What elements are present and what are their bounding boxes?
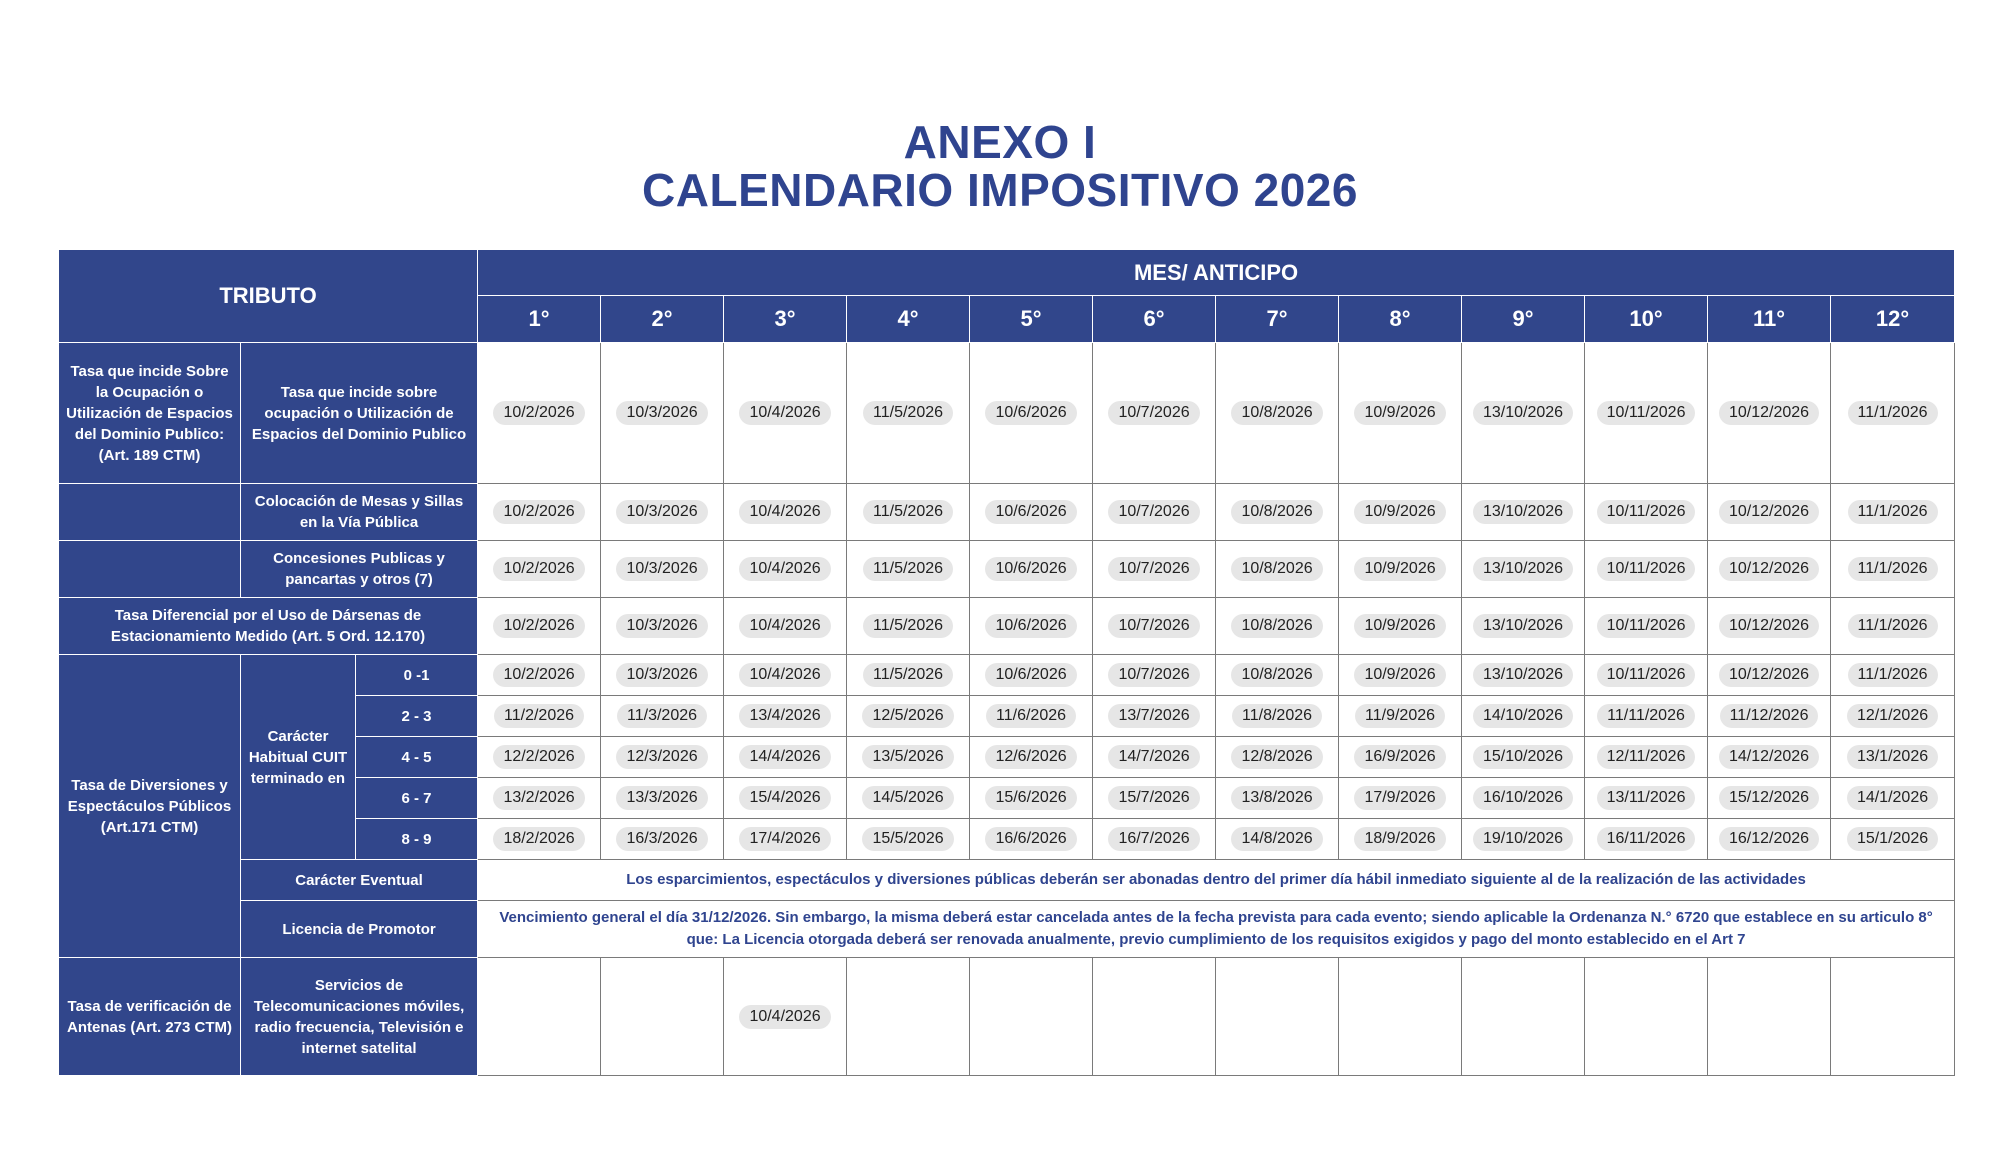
date-cell <box>1708 541 1831 598</box>
due-date: 10/6/2026 <box>985 401 1076 425</box>
page-title <box>0 118 2000 214</box>
date-cell <box>847 655 970 696</box>
table-row <box>59 598 1955 655</box>
due-date: 11/5/2026 <box>863 614 953 638</box>
due-date: 10/2/2026 <box>493 401 584 425</box>
due-date: 14/8/2026 <box>1231 827 1322 851</box>
group-label-empty <box>59 484 241 541</box>
date-cell <box>1708 655 1831 696</box>
habitual-label: Carácter Habitual CUIT terminado en <box>241 655 356 860</box>
month-header: 1° <box>478 296 601 343</box>
title-line-2: CALENDARIO IMPOSITIVO 2026 <box>642 164 1358 216</box>
date-cell <box>601 655 724 696</box>
date-cell <box>1216 598 1339 655</box>
due-date: 10/7/2026 <box>1108 557 1199 581</box>
due-date: 10/3/2026 <box>616 614 707 638</box>
due-date: 14/12/2026 <box>1719 745 1819 769</box>
date-cell <box>1831 696 1955 737</box>
table-row <box>59 484 1955 541</box>
due-date: 10/4/2026 <box>739 614 830 638</box>
date-cell <box>724 696 847 737</box>
due-date: 16/9/2026 <box>1354 745 1445 769</box>
due-date: 12/5/2026 <box>862 704 953 728</box>
due-date: 10/12/2026 <box>1719 663 1819 687</box>
due-date: 10/3/2026 <box>616 557 707 581</box>
month-header: 12° <box>1831 296 1955 343</box>
due-date: 10/3/2026 <box>616 500 707 524</box>
date-cell <box>601 958 724 1076</box>
date-cell <box>847 778 970 819</box>
date-cell <box>1462 696 1585 737</box>
date-cell <box>1708 598 1831 655</box>
due-date: 13/1/2026 <box>1847 745 1938 769</box>
date-cell <box>1708 343 1831 484</box>
date-cell <box>478 819 601 860</box>
due-date: 15/7/2026 <box>1108 786 1199 810</box>
date-cell <box>724 655 847 696</box>
due-date: 10/12/2026 <box>1719 614 1819 638</box>
date-cell <box>1462 819 1585 860</box>
month-header: 5° <box>970 296 1093 343</box>
due-date: 10/9/2026 <box>1354 401 1445 425</box>
due-date: 12/6/2026 <box>985 745 1076 769</box>
date-cell <box>1708 958 1831 1076</box>
due-date: 10/11/2026 <box>1597 614 1696 638</box>
due-date: 16/12/2026 <box>1719 827 1819 851</box>
date-cell <box>1462 541 1585 598</box>
date-cell <box>1216 343 1339 484</box>
date-cell <box>1462 655 1585 696</box>
ocupacion-group-label: Tasa que incide Sobre la Ocupación o Utilización de Espacios del Dominio Publico: (Art. 189 CTM) <box>59 343 241 484</box>
date-cell <box>601 343 724 484</box>
due-date: 15/1/2026 <box>1847 827 1938 851</box>
due-date: 10/11/2026 <box>1597 401 1696 425</box>
table-row <box>59 860 1955 901</box>
date-cell <box>478 541 601 598</box>
date-cell <box>1831 655 1955 696</box>
date-cell <box>601 737 724 778</box>
date-cell <box>970 696 1093 737</box>
due-date: 13/10/2026 <box>1473 557 1573 581</box>
due-date: 10/9/2026 <box>1354 663 1445 687</box>
due-date: 10/8/2026 <box>1231 401 1322 425</box>
title-line-1: ANEXO I <box>903 116 1097 168</box>
due-date: 15/6/2026 <box>985 786 1076 810</box>
date-cell <box>1339 541 1462 598</box>
date-cell <box>1216 958 1339 1076</box>
due-date: 13/10/2026 <box>1473 663 1573 687</box>
due-date: 16/7/2026 <box>1108 827 1199 851</box>
date-cell <box>1831 541 1955 598</box>
date-cell <box>1093 819 1216 860</box>
promotor-label: Licencia de Promotor <box>241 901 478 958</box>
date-cell <box>847 958 970 1076</box>
date-cell <box>478 655 601 696</box>
date-cell <box>1585 958 1708 1076</box>
date-cell <box>970 541 1093 598</box>
table-body <box>59 343 1955 1076</box>
date-cell <box>1093 541 1216 598</box>
cuit-range: 4 - 5 <box>356 737 478 778</box>
mes-anticipo-header: MES/ ANTICIPO <box>478 250 1955 296</box>
due-date: 11/6/2026 <box>986 704 1076 728</box>
month-header: 7° <box>1216 296 1339 343</box>
promotor-note: Vencimiento general el día 31/12/2026. Sin embargo, la misma deberá estar cancelada antes de la fecha prevista para cada evento; siendo aplicable la Ordenanza N.° 6720 que establece en su articulo 8° que: La Licencia otorgada deberá ser renovada anualmente, previo cumplimiento de los requisitos exigidos y pago del monto establecido en el Art 7 <box>478 901 1955 958</box>
date-cell <box>1831 819 1955 860</box>
date-cell <box>724 778 847 819</box>
due-date: 10/3/2026 <box>616 401 707 425</box>
due-date: 11/1/2026 <box>1848 614 1938 638</box>
due-date: 10/2/2026 <box>493 614 584 638</box>
due-date: 13/10/2026 <box>1473 401 1573 425</box>
date-cell <box>1585 655 1708 696</box>
date-cell <box>1093 737 1216 778</box>
date-cell <box>847 484 970 541</box>
date-cell <box>970 343 1093 484</box>
date-cell <box>1708 778 1831 819</box>
date-cell <box>1708 696 1831 737</box>
due-date: 11/1/2026 <box>1848 401 1938 425</box>
darsenas-label: Tasa Diferencial por el Uso de Dársenas de Estacionamiento Medido (Art. 5 Ord. 12.170) <box>59 598 478 655</box>
due-date: 10/7/2026 <box>1108 500 1199 524</box>
due-date: 17/4/2026 <box>739 827 830 851</box>
date-cell <box>601 484 724 541</box>
due-date: 11/5/2026 <box>863 557 953 581</box>
date-cell <box>724 737 847 778</box>
date-cell <box>1708 484 1831 541</box>
due-date: 10/8/2026 <box>1231 663 1322 687</box>
date-cell <box>1831 343 1955 484</box>
due-date: 11/3/2026 <box>617 704 707 728</box>
due-date: 13/10/2026 <box>1473 500 1573 524</box>
due-date: 12/11/2026 <box>1597 745 1696 769</box>
date-cell <box>970 598 1093 655</box>
due-date: 10/8/2026 <box>1231 614 1322 638</box>
eventual-note: Los esparcimientos, espectáculos y diversiones públicas deberán ser abonadas dentro del primer día hábil inmediato siguiente al de la realización de las actividades <box>478 860 1955 901</box>
due-date: 14/5/2026 <box>862 786 953 810</box>
date-cell <box>1462 737 1585 778</box>
month-header: 9° <box>1462 296 1585 343</box>
date-cell <box>1216 737 1339 778</box>
due-date: 11/5/2026 <box>863 500 953 524</box>
date-cell <box>1708 819 1831 860</box>
diversiones-group-label: Tasa de Diversiones y Espectáculos Públicos (Art.171 CTM) <box>59 655 241 958</box>
date-cell <box>724 819 847 860</box>
due-date: 10/8/2026 <box>1231 500 1322 524</box>
date-cell <box>1831 737 1955 778</box>
due-date: 10/8/2026 <box>1231 557 1322 581</box>
cuit-range: 8 - 9 <box>356 819 478 860</box>
date-cell <box>1339 598 1462 655</box>
date-cell <box>970 819 1093 860</box>
due-date: 12/3/2026 <box>616 745 707 769</box>
date-cell <box>1462 343 1585 484</box>
due-date: 16/11/2026 <box>1597 827 1696 851</box>
due-date: 10/6/2026 <box>985 500 1076 524</box>
month-header: 11° <box>1708 296 1831 343</box>
date-cell <box>724 598 847 655</box>
due-date: 15/5/2026 <box>862 827 953 851</box>
due-date: 13/8/2026 <box>1231 786 1322 810</box>
due-date: 10/7/2026 <box>1108 401 1199 425</box>
due-date: 10/6/2026 <box>985 663 1076 687</box>
date-cell <box>1462 958 1585 1076</box>
due-date: 16/6/2026 <box>985 827 1076 851</box>
date-cell <box>970 737 1093 778</box>
cuit-range: 6 - 7 <box>356 778 478 819</box>
due-date: 10/11/2026 <box>1597 500 1696 524</box>
date-cell <box>601 778 724 819</box>
due-date: 12/8/2026 <box>1231 745 1322 769</box>
date-cell <box>1093 484 1216 541</box>
date-cell <box>1339 778 1462 819</box>
due-date: 15/12/2026 <box>1719 786 1819 810</box>
due-date: 10/6/2026 <box>985 557 1076 581</box>
due-date: 10/2/2026 <box>493 557 584 581</box>
date-cell <box>478 737 601 778</box>
due-date: 10/4/2026 <box>739 1005 830 1029</box>
date-cell <box>1708 737 1831 778</box>
due-date: 10/9/2026 <box>1354 557 1445 581</box>
date-cell <box>1585 598 1708 655</box>
date-cell <box>1585 819 1708 860</box>
due-date: 11/11/2026 <box>1597 704 1695 728</box>
due-date: 18/2/2026 <box>493 827 584 851</box>
eventual-label: Carácter Eventual <box>241 860 478 901</box>
table-row <box>59 343 1955 484</box>
table-row <box>59 655 1955 696</box>
due-date: 12/2/2026 <box>493 745 584 769</box>
antenas-label: Servicios de Telecomunicaciones móviles, radio frecuencia, Televisión e internet satelital <box>241 958 478 1076</box>
due-date: 14/1/2026 <box>1847 786 1938 810</box>
month-header: 4° <box>847 296 970 343</box>
date-cell <box>1216 696 1339 737</box>
date-cell <box>1216 778 1339 819</box>
date-cell <box>1339 696 1462 737</box>
due-date: 10/11/2026 <box>1597 663 1696 687</box>
date-cell <box>601 541 724 598</box>
due-date: 10/9/2026 <box>1354 614 1445 638</box>
date-cell <box>1831 598 1955 655</box>
date-cell <box>1462 598 1585 655</box>
due-date: 10/4/2026 <box>739 663 830 687</box>
due-date: 16/10/2026 <box>1473 786 1573 810</box>
due-date: 15/4/2026 <box>739 786 830 810</box>
row-label: Concesiones Publicas y pancartas y otros (7) <box>241 541 478 598</box>
date-cell <box>1093 696 1216 737</box>
due-date: 11/5/2026 <box>863 401 953 425</box>
due-date: 13/7/2026 <box>1108 704 1199 728</box>
table-row <box>59 541 1955 598</box>
date-cell <box>1093 958 1216 1076</box>
due-date: 10/3/2026 <box>616 663 707 687</box>
date-cell <box>724 541 847 598</box>
due-date: 10/7/2026 <box>1108 614 1199 638</box>
date-cell <box>601 819 724 860</box>
month-header: 2° <box>601 296 724 343</box>
due-date: 10/4/2026 <box>739 401 830 425</box>
date-cell <box>1339 819 1462 860</box>
date-cell <box>601 696 724 737</box>
month-header: 10° <box>1585 296 1708 343</box>
due-date: 13/10/2026 <box>1473 614 1573 638</box>
date-cell <box>724 958 847 1076</box>
date-cell <box>1093 655 1216 696</box>
due-date: 16/3/2026 <box>616 827 707 851</box>
date-cell <box>1339 343 1462 484</box>
date-cell <box>1093 343 1216 484</box>
due-date: 11/9/2026 <box>1355 704 1445 728</box>
cuit-range: 0 -1 <box>356 655 478 696</box>
due-date: 10/4/2026 <box>739 557 830 581</box>
table-row <box>59 901 1955 958</box>
date-cell <box>970 778 1093 819</box>
due-date: 12/1/2026 <box>1847 704 1938 728</box>
date-cell <box>1585 541 1708 598</box>
due-date: 19/10/2026 <box>1473 827 1573 851</box>
date-cell <box>1585 778 1708 819</box>
date-cell <box>1339 737 1462 778</box>
due-date: 14/10/2026 <box>1473 704 1573 728</box>
due-date: 13/5/2026 <box>862 745 953 769</box>
row-label: Tasa que incide sobre ocupación o Utilización de Espacios del Dominio Publico <box>241 343 478 484</box>
date-cell <box>1831 484 1955 541</box>
due-date: 11/1/2026 <box>1848 500 1938 524</box>
date-cell <box>1093 598 1216 655</box>
date-cell <box>1585 737 1708 778</box>
date-cell <box>1585 484 1708 541</box>
date-cell <box>847 696 970 737</box>
due-date: 11/8/2026 <box>1232 704 1322 728</box>
due-date: 11/1/2026 <box>1848 557 1938 581</box>
date-cell <box>1339 655 1462 696</box>
due-date: 17/9/2026 <box>1354 786 1445 810</box>
date-cell <box>1462 778 1585 819</box>
month-header: 8° <box>1339 296 1462 343</box>
date-cell <box>478 958 601 1076</box>
due-date: 10/12/2026 <box>1719 557 1819 581</box>
date-cell <box>970 958 1093 1076</box>
date-cell <box>1339 958 1462 1076</box>
date-cell <box>847 819 970 860</box>
date-cell <box>478 484 601 541</box>
date-cell <box>724 343 847 484</box>
cuit-range: 2 - 3 <box>356 696 478 737</box>
due-date: 15/10/2026 <box>1473 745 1573 769</box>
due-date: 11/5/2026 <box>863 663 953 687</box>
due-date: 11/2/2026 <box>494 704 584 728</box>
date-cell <box>1831 778 1955 819</box>
date-cell <box>970 484 1093 541</box>
due-date: 13/4/2026 <box>739 704 830 728</box>
due-date: 18/9/2026 <box>1354 827 1445 851</box>
table-row <box>59 958 1955 1076</box>
due-date: 13/11/2026 <box>1597 786 1696 810</box>
due-date: 10/2/2026 <box>493 500 584 524</box>
month-header: 3° <box>724 296 847 343</box>
date-cell <box>1216 541 1339 598</box>
antenas-group-label: Tasa de verificación de Antenas (Art. 273 CTM) <box>59 958 241 1076</box>
date-cell <box>847 343 970 484</box>
date-cell <box>1216 484 1339 541</box>
due-date: 10/11/2026 <box>1597 557 1696 581</box>
date-cell <box>847 541 970 598</box>
due-date: 11/1/2026 <box>1848 663 1938 687</box>
date-cell <box>478 696 601 737</box>
date-cell <box>970 655 1093 696</box>
date-cell <box>1216 655 1339 696</box>
date-cell <box>1339 484 1462 541</box>
due-date: 10/7/2026 <box>1108 663 1199 687</box>
due-date: 10/12/2026 <box>1719 401 1819 425</box>
date-cell <box>478 778 601 819</box>
date-cell <box>1462 484 1585 541</box>
due-date: 10/9/2026 <box>1354 500 1445 524</box>
date-cell <box>478 343 601 484</box>
due-date: 10/4/2026 <box>739 500 830 524</box>
date-cell <box>1216 819 1339 860</box>
date-cell <box>847 598 970 655</box>
due-date: 11/12/2026 <box>1720 704 1819 728</box>
date-cell <box>1585 696 1708 737</box>
due-date: 13/3/2026 <box>616 786 707 810</box>
due-date: 13/2/2026 <box>493 786 584 810</box>
row-label: Colocación de Mesas y Sillas en la Vía Pública <box>241 484 478 541</box>
date-cell <box>1093 778 1216 819</box>
due-date: 10/12/2026 <box>1719 500 1819 524</box>
due-date: 10/6/2026 <box>985 614 1076 638</box>
tributo-header: TRIBUTO <box>59 250 478 343</box>
due-date: 14/4/2026 <box>739 745 830 769</box>
date-cell <box>1831 958 1955 1076</box>
due-date: 10/2/2026 <box>493 663 584 687</box>
date-cell <box>847 737 970 778</box>
date-cell <box>1585 343 1708 484</box>
tax-calendar-table <box>58 249 1955 1076</box>
group-label-empty <box>59 541 241 598</box>
date-cell <box>724 484 847 541</box>
month-header: 6° <box>1093 296 1216 343</box>
date-cell <box>601 598 724 655</box>
date-cell <box>478 598 601 655</box>
due-date: 14/7/2026 <box>1108 745 1199 769</box>
